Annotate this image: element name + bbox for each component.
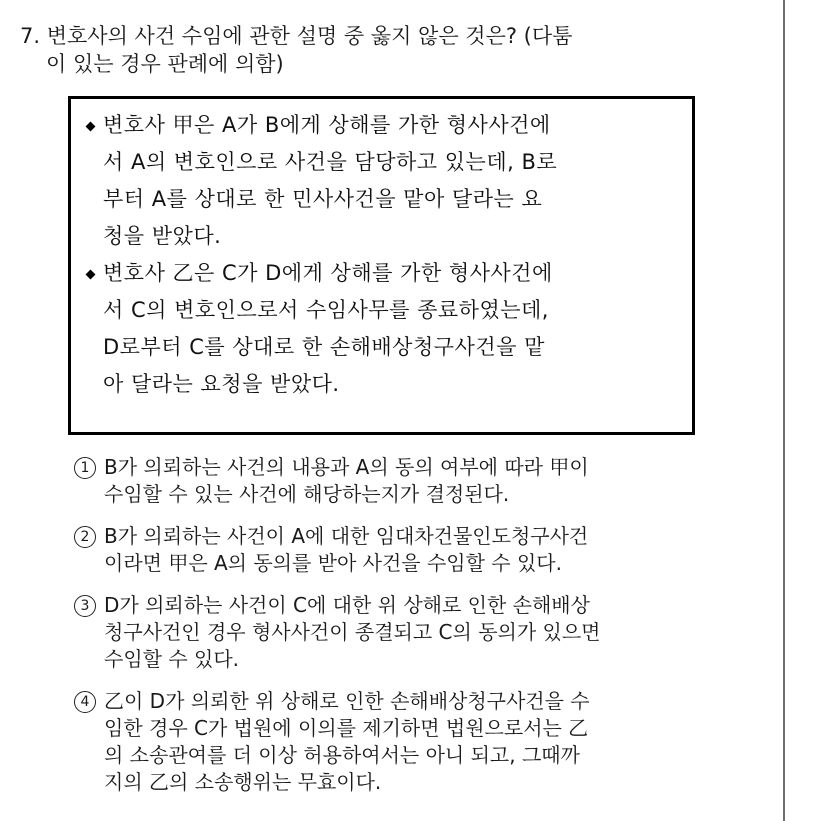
choice-text-line: 수임할 수 있다.: [104, 647, 239, 671]
circled-number-icon: 1: [74, 457, 96, 479]
case-fact-line: 서 A의 변호인으로 사건을 담당하고 있는데, B로: [103, 150, 558, 174]
answer-choices: [74, 454, 774, 811]
bullet-icon: [86, 270, 96, 280]
question-text-line2: 이 있는 경우 판례에 의함): [46, 52, 284, 76]
choice-text-line: 수임할 수 있는 사건에 해당하는지가 결정된다.: [104, 482, 510, 506]
choice-text-line: D가 의뢰하는 사건이 C에 대한 위 상해로 인한 손해배상: [104, 593, 590, 617]
choice-2[interactable]: [74, 523, 774, 577]
choice-text-line: B가 의뢰하는 사건의 내용과 A의 동의 여부에 따라 甲이: [104, 455, 589, 479]
case-fact-line: D로부터 C를 상대로 한 손해배상청구사건을 맡: [103, 335, 545, 359]
choice-text-line: 청구사건인 경우 형사사건이 종결되고 C의 동의가 있으면: [104, 620, 601, 644]
choice-text-line: 지의 乙의 소송행위는 무효이다.: [104, 770, 382, 794]
circled-number-icon: 2: [74, 526, 96, 548]
circled-number-icon: 3: [74, 595, 96, 617]
case-facts-box: [68, 96, 695, 435]
case-fact-line: 서 C의 변호인으로서 수임사무를 종료하였는데,: [103, 298, 549, 322]
choice-4[interactable]: [74, 688, 774, 796]
case-fact-line: 부터 A를 상대로 한 민사사건을 맡아 달라는 요: [103, 187, 543, 211]
choice-3[interactable]: [74, 592, 774, 673]
question-text-line1: 변호사의 사건 수임에 관한 설명 중 옳지 않은 것은? (다툼: [46, 24, 573, 48]
choice-text-line: 의 소송관여를 더 이상 허용하여서는 아니 되고, 그때까: [104, 743, 580, 767]
case-fact-line: 변호사 甲은 A가 B에게 상해를 가한 형사사건에: [103, 113, 551, 137]
choice-1[interactable]: [74, 454, 774, 508]
question-number: 7.: [20, 24, 41, 48]
case-fact-line: 변호사 乙은 C가 D에게 상해를 가한 형사사건에: [103, 261, 553, 285]
bullet-icon: [86, 122, 96, 132]
choice-text-line: 이라면 甲은 A의 동의를 받아 사건을 수임할 수 있다.: [104, 551, 562, 575]
choice-text-line: B가 의뢰하는 사건이 A에 대한 임대차건물인도청구사건: [104, 524, 589, 548]
circled-number-icon: 4: [74, 691, 96, 713]
case-fact-line: 아 달라는 요청을 받았다.: [103, 372, 340, 396]
case-fact-item: [71, 255, 692, 403]
choice-text-line: 임한 경우 C가 법원에 이의를 제기하면 법원으로서는 乙: [104, 716, 589, 740]
case-fact-item: [71, 107, 692, 255]
question-stem: [20, 22, 740, 78]
choice-text-line: 乙이 D가 의뢰한 위 상해로 인한 손해배상청구사건을 수: [104, 689, 590, 713]
column-divider: [783, 0, 785, 821]
case-fact-line: 청을 받았다.: [103, 224, 222, 248]
